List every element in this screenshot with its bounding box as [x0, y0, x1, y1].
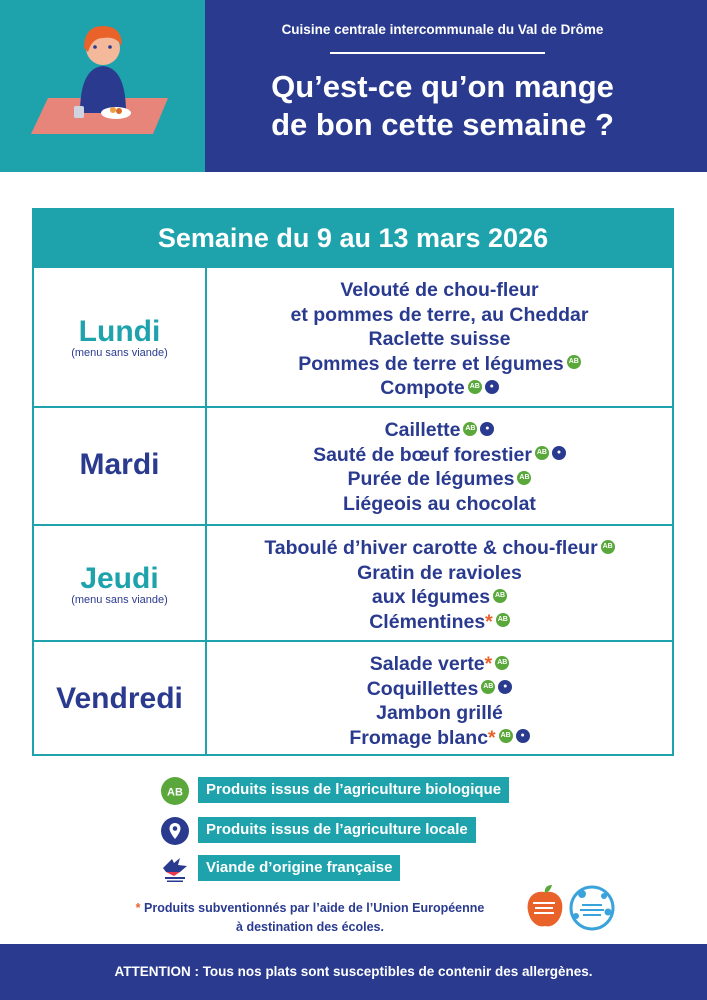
- location-pin-icon: ●: [552, 446, 566, 460]
- child-eating-illustration: [28, 18, 178, 138]
- legend-bio-label: Produits issus de l’agriculture biologique: [198, 777, 509, 803]
- day-name: Lundi: [78, 315, 161, 348]
- title-line-2: de bon cette semaine ?: [271, 107, 614, 142]
- dish-item: Gratin de ravioles: [357, 561, 522, 584]
- day-name: Vendredi: [56, 682, 183, 715]
- menu-table: [32, 208, 674, 756]
- dish-item: Raclette suisse: [368, 328, 511, 350]
- day-cell: [34, 408, 207, 524]
- eu-subsidy-note: [90, 899, 530, 937]
- legend-local-label: Produits issus de l’agriculture locale: [198, 817, 476, 843]
- organization-name: Cuisine centrale intercommunale du Val de Drôme: [281, 22, 604, 37]
- dish-item: Compote AB ●: [207, 376, 672, 401]
- dish-item: Velouté de chou-fleur: [340, 279, 539, 301]
- dish-item: Coquillettes AB ●: [207, 677, 672, 702]
- day-cell: [34, 268, 207, 406]
- location-pin-icon: ●: [485, 380, 499, 394]
- eu-note-line2: à destination des écoles.: [236, 920, 384, 934]
- title-line-1: Qu’est-ce qu’on mange: [271, 69, 614, 104]
- organic-icon: AB: [481, 680, 495, 694]
- legend-local: [160, 816, 590, 846]
- organic-icon: AB: [517, 471, 531, 485]
- organic-icon: AB: [496, 613, 510, 627]
- day-row-jeudi: [34, 524, 672, 640]
- header-divider: [330, 52, 545, 54]
- location-pin-icon: ●: [480, 422, 494, 436]
- day-cell: [34, 526, 207, 640]
- organic-icon: AB: [499, 729, 513, 743]
- legend-french-meat: [160, 854, 590, 884]
- french-meat-logo-icon: [160, 854, 190, 884]
- milk-school-logo: [568, 884, 616, 932]
- legend-french-meat-label: Viande d’origine française: [198, 855, 400, 881]
- dish-item: Purée de légumes AB: [347, 468, 530, 490]
- dish-item: Clémentines* AB: [369, 610, 508, 633]
- location-pin-icon: [160, 816, 190, 846]
- day-note: (menu sans viande): [71, 594, 168, 606]
- organic-icon: AB: [468, 380, 482, 394]
- eu-star: *: [135, 901, 141, 915]
- organic-icon-label: AB: [167, 786, 183, 799]
- page-title: [205, 68, 680, 144]
- location-pin-icon: ●: [516, 729, 530, 743]
- organic-icon: AB: [535, 446, 549, 460]
- fruit-vegetable-school-logo: [524, 884, 566, 930]
- day-cell: [34, 642, 207, 754]
- dish-list: [207, 652, 672, 750]
- day-row-mardi: [34, 406, 672, 524]
- header: [0, 0, 707, 172]
- organic-icon: AB: [493, 589, 507, 603]
- dish-item: Sauté de bœuf forestier AB ●: [207, 443, 672, 468]
- eu-note-line1: Produits subventionnés par l’aide de l’Union Européenne: [144, 901, 485, 915]
- dish-item: Taboulé d’hiver carotte & chou-fleur AB: [264, 537, 613, 559]
- day-name: Mardi: [79, 448, 160, 481]
- dish-item: Caillette AB ●: [207, 418, 672, 443]
- organic-icon: AB: [495, 656, 509, 670]
- dish-item: Salade verte* AB: [369, 653, 508, 675]
- dish-item: et pommes de terre, au Cheddar: [290, 303, 589, 326]
- dish-list: [207, 536, 672, 634]
- organic-icon: AB: [601, 540, 615, 554]
- allergen-warning-footer: ATTENTION : Tous nos plats sont susceptibles de contenir des allergènes.: [0, 944, 707, 1000]
- location-pin-icon: ●: [498, 680, 512, 694]
- day-name: Jeudi: [80, 562, 159, 595]
- day-row-vendredi: [34, 640, 672, 754]
- dish-item: Fromage blanc* AB ●: [207, 726, 672, 751]
- week-title: Semaine du 9 au 13 mars 2026: [34, 210, 672, 266]
- legend-bio: [160, 776, 590, 806]
- organic-icon: [160, 776, 190, 806]
- dish-item: Liégeois au chocolat: [343, 492, 536, 515]
- organic-icon: AB: [567, 355, 581, 369]
- day-row-lundi: [34, 266, 672, 406]
- dish-item: Jambon grillé: [376, 702, 503, 724]
- dish-list: [207, 418, 672, 516]
- day-note: (menu sans viande): [71, 347, 168, 359]
- dish-list: [207, 278, 672, 401]
- dish-item: Pommes de terre et légumes AB: [298, 352, 579, 375]
- dish-item: aux légumes AB: [371, 586, 506, 608]
- organic-icon: AB: [463, 422, 477, 436]
